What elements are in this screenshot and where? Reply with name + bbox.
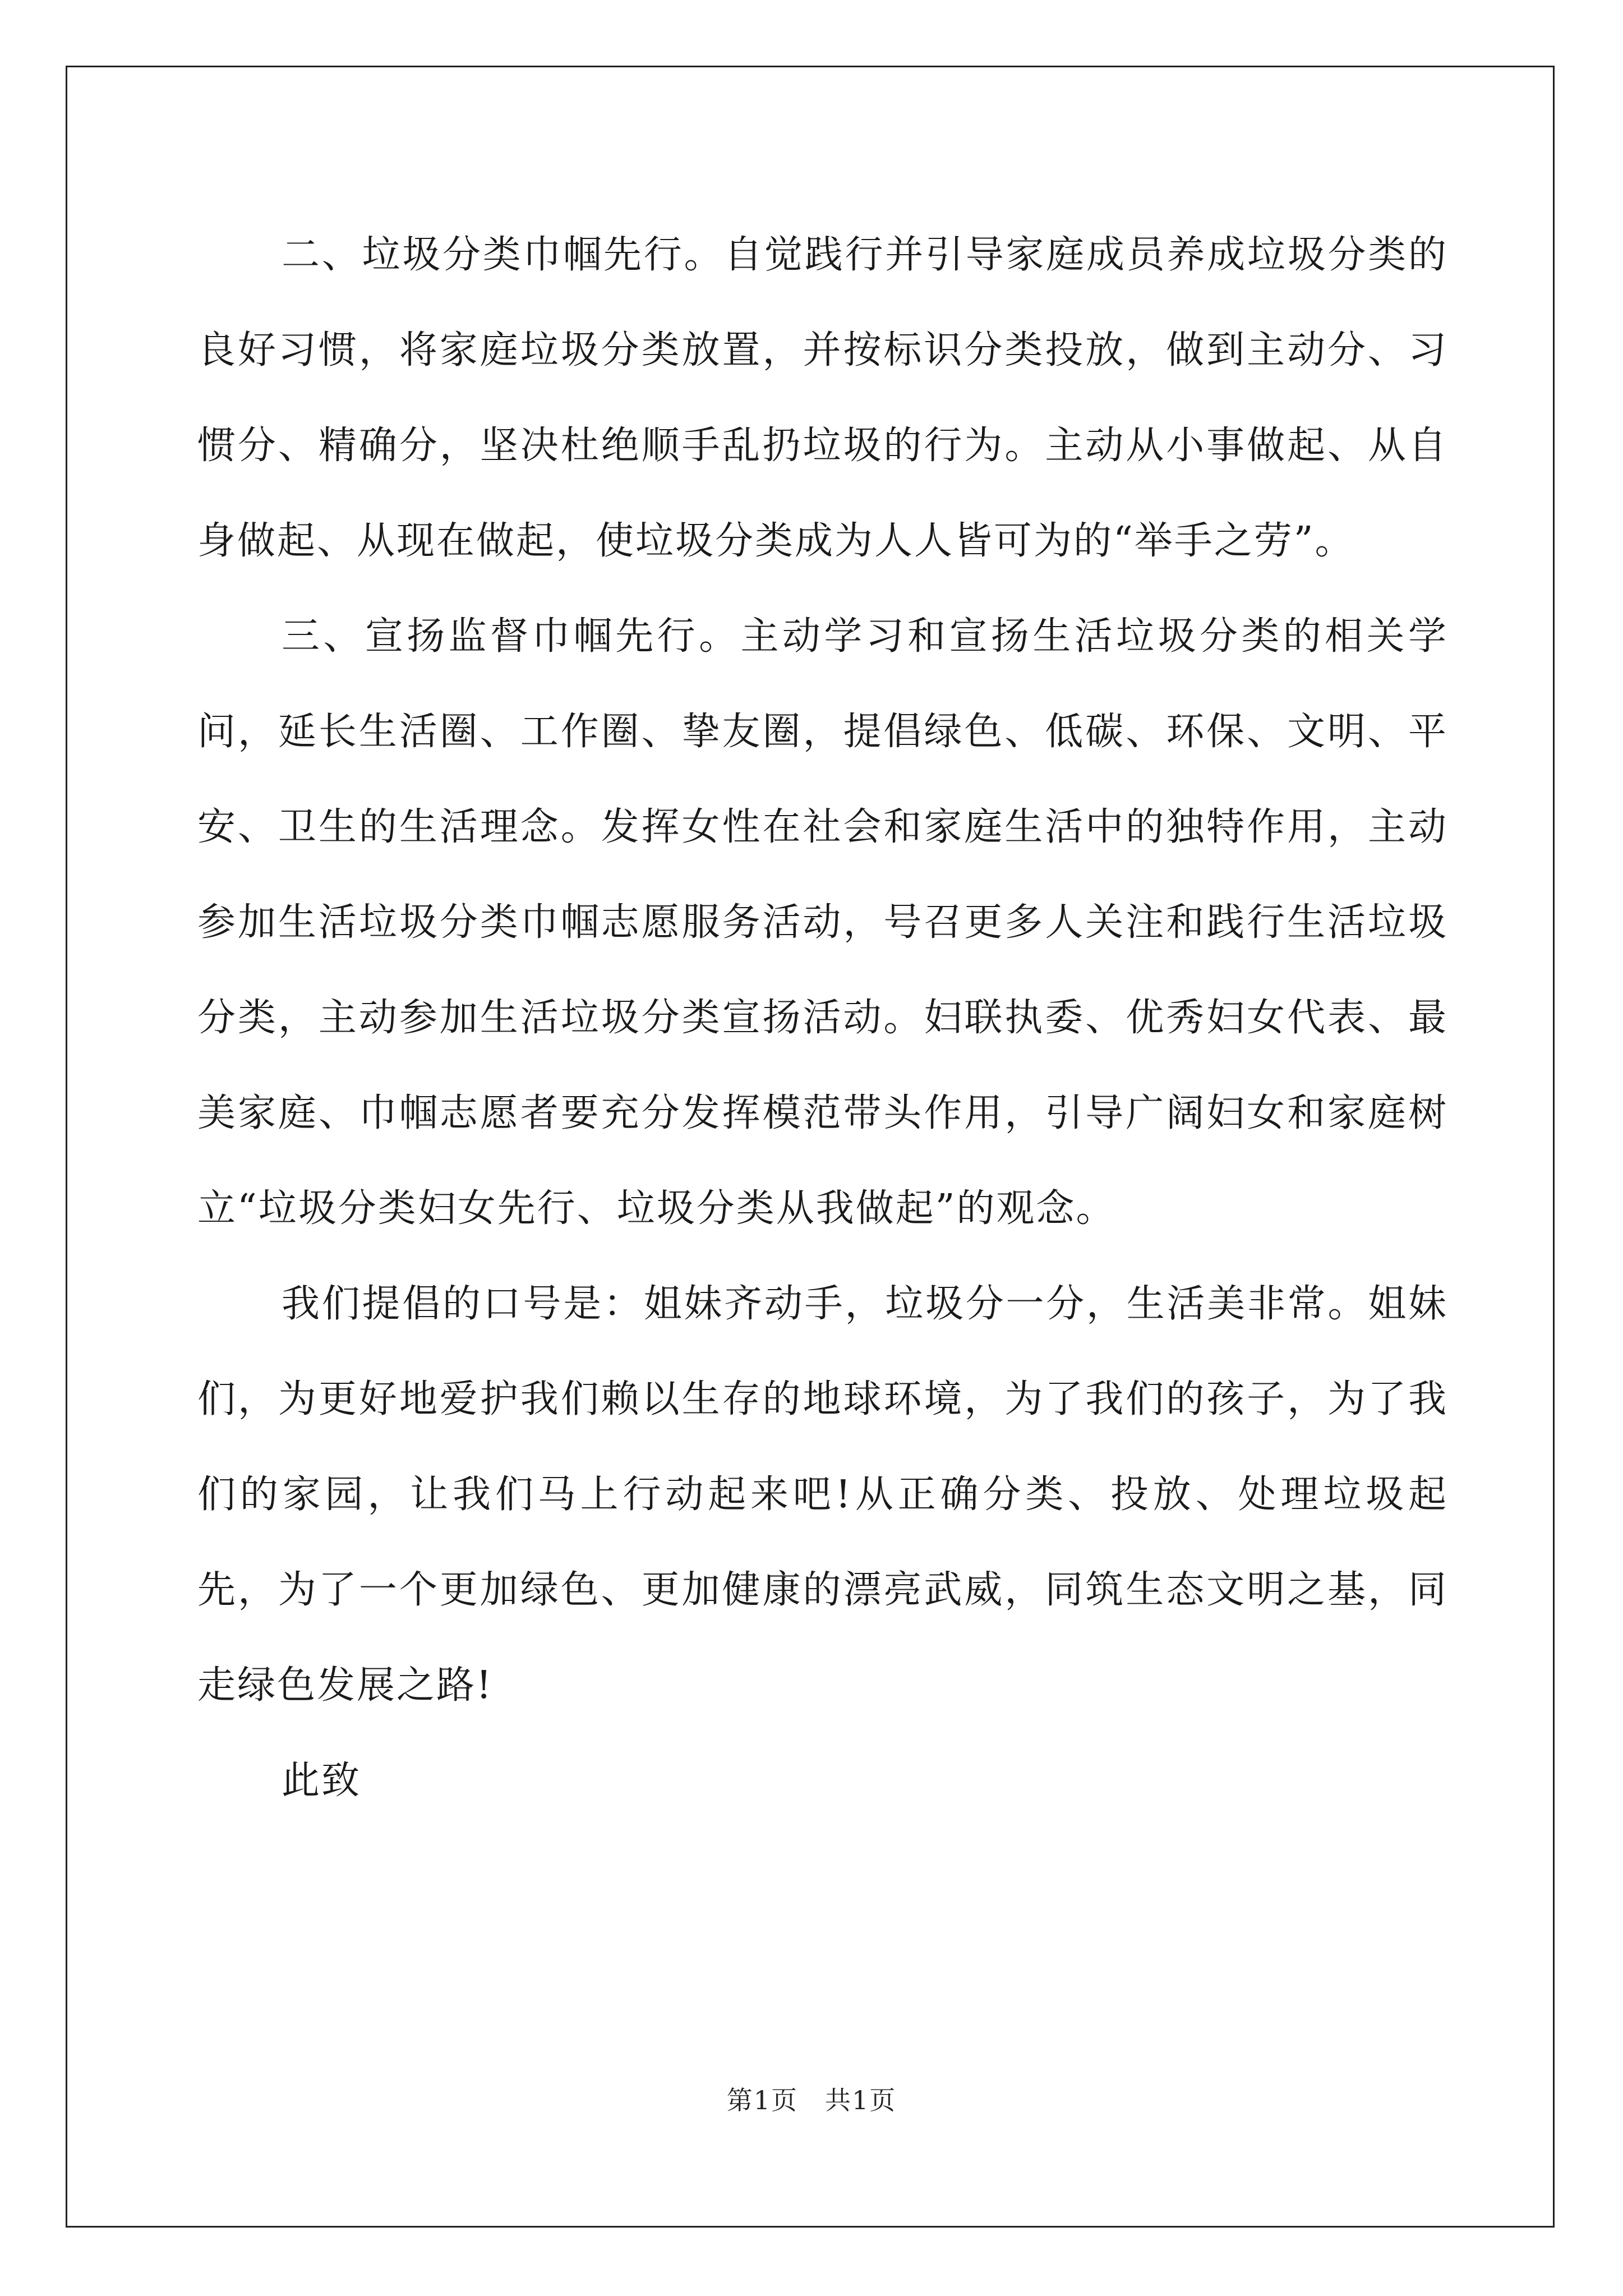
paragraph-sorting-practice: 二、垃圾分类巾帼先行。自觉践行并引导家庭成员养成垃圾分类的良好习惯，将家庭垃圾分类放置，并按标识分类投放，做到主动分、习惯分、精确分，坚决杜绝顺手乱扔垃圾的行为。主动从小事做起、从自身做起、从现在做起，使垃圾分类成为人人皆可为的“举手之劳”。 xyxy=(197,233,1448,563)
closing-salutation: 此致 xyxy=(282,1759,362,1803)
page-number-footer: 第1页 共1页 xyxy=(726,2085,897,2115)
paragraph-publicity-supervision: 三、宣扬监督巾帼先行。主动学习和宣扬生活垃圾分类的相关学问，延长生活圈、工作圈、挚友圈，提倡绿色、低碳、环保、文明、平安、卫生的生活理念。发挥女性在社会和家庭生活中的独特作用，主动参加生活垃圾分类巾帼志愿服务活动，号召更多人关注和践行生活垃圾分类，主动参加生活垃圾分类宣扬活动。妇联执委、优秀妇女代表、最美家庭、巾帼志愿者要充分发挥模范带头作用，引导广阔妇女和家庭树立“垃圾分类妇女先行、垃圾分类从我做起”的观念。 xyxy=(197,614,1448,1231)
paragraph-slogan-call: 我们提倡的口号是：姐妹齐动手，垃圾分一分，生活美非常。姐妹们，为更好地爱护我们赖以生存的地球环境，为了我们的孩子，为了我们的家园，让我们马上行动起来吧!从正确分类、投放、处理垃圾起先，为了一个更加绿色、更加健康的漂亮武威，同筑生态文明之基，同走绿色发展之路! xyxy=(197,1282,1448,1708)
document-body xyxy=(197,208,1448,1829)
